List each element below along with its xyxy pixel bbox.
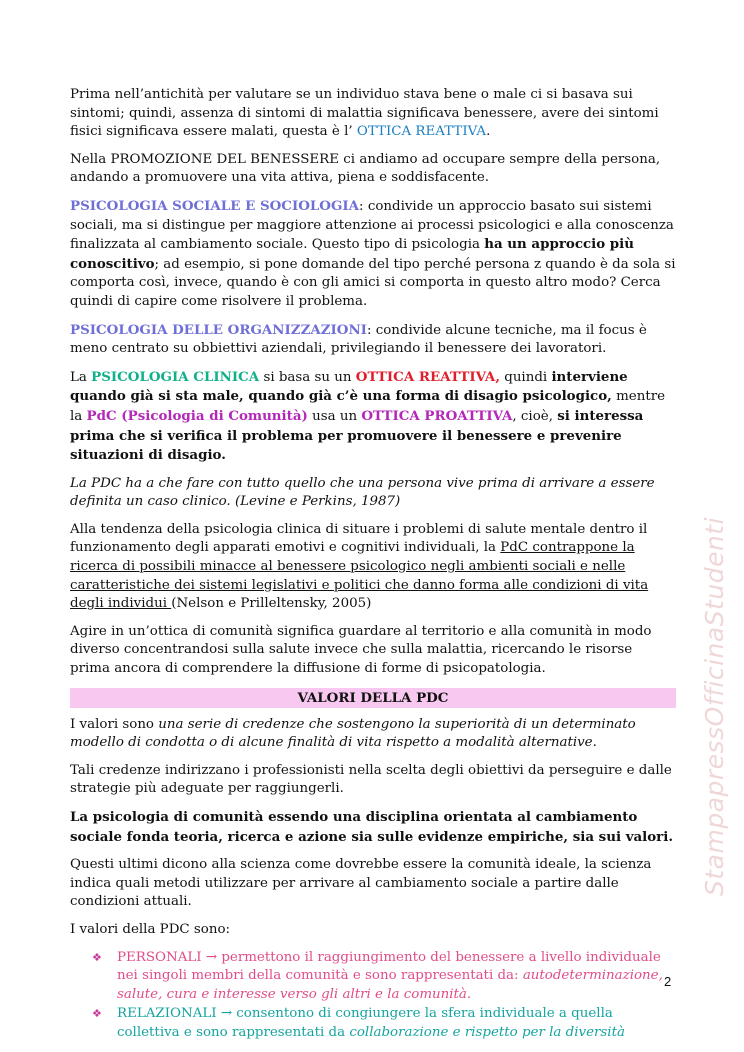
paragraph-valori-definizione — [70, 716, 676, 753]
paragraph-organizzazioni — [70, 321, 676, 359]
page-number: 2 — [664, 974, 672, 989]
bold-paragraph: La psicologia di comunità essendo una disciplina orientata al cambiamento sociale fonda teoria, ricerca e azione sia sulle evidenze empiriche, sia sui valori. — [70, 809, 673, 845]
paragraph-text: : condivide un approccio basato sui sistemi sociali, ma si distingue per maggiore attenzione ai processi psicologici e alla conoscenza finalizzata al cambiamento sociale. Questo tipo di psicologia — [70, 198, 674, 253]
text-run: si basa su un — [259, 369, 356, 385]
section-heading: VALORI DELLA PDC — [70, 688, 676, 708]
paragraph-psicologia-sociale — [70, 197, 676, 312]
paragraph-agire: Agire in un’ottica di comunità significa guardare al territorio e alla comunità in modo diverso concentrandosi sulla salute invece che sulla malattia, ricercando le risorse prima ancora di comprendere la diffusione di forme di psicopatologia. — [70, 623, 652, 677]
paragraph-antichita — [70, 86, 676, 142]
term-ottica-reattiva: OTTICA REATTIVA — [356, 124, 487, 140]
bold-phrase: ha un approccio più conoscitivo — [70, 236, 634, 272]
italic-quote: La PDC ha a che fare con tutto quello che una persona vive prima di arrivare a essere definita un caso clinico. (Levine e Perkins, 1987) — [70, 475, 655, 510]
term-psicologia-sociale: PSICOLOGIA SOCIALE E SOCIOLOGIA — [70, 197, 360, 214]
term-pdc: PdC (Psicologia di Comunità) — [86, 407, 308, 424]
text-run: quindi — [499, 369, 552, 385]
document-page — [70, 86, 676, 1044]
text-run: La — [70, 369, 92, 385]
term-ottica-proattiva: OTTICA PROATTIVA — [361, 407, 513, 424]
watermark: StampapressOfficinaStudenti — [700, 516, 729, 896]
term-psicologia-organizzazioni: PSICOLOGIA DELLE ORGANIZZAZIONI — [70, 321, 367, 338]
list-item-text: PERSONALI → permettono il raggiungimento del benessere a livello individuale nei singoli membri della comunità e sono rappresentati da: — [117, 949, 661, 984]
paragraph-scienza: Questi ultimi dicono alla scienza come dovrebbe essere la comunità ideale, la scienza indica quali metodi utilizzare per arrivare al cambiamento sociale a partire dalle condizioni attuali. — [70, 857, 652, 910]
text-run: usa un — [307, 408, 362, 424]
list-item-italic: autodeterminazione, salute, cura e interesse verso gli altri e la comunità. — [117, 968, 663, 1002]
list-item — [70, 1005, 676, 1042]
values-list — [70, 949, 676, 1043]
paragraph-clinica — [70, 368, 676, 466]
text-run: Alla tendenza della psicologia clinica di situare i problemi di salute mentale dentro il funzionamento degli apparati emotivi e cognitivi individuali, la — [70, 521, 648, 556]
bold-phrase: si interessa prima che si verifica il problema per promuovere il benessere e prevenire situazioni di disagio. — [70, 407, 644, 464]
paragraph-credenze: Tali credenze indirizzano i professionisti nella scelta degli obiettivi da perseguire e dalle strategie più adeguate per raggiungerli. — [70, 762, 672, 797]
list-item — [70, 949, 676, 1005]
text-run: (Nelson e Prilleltensky, 2005) — [171, 596, 372, 612]
paragraph-text: : condivide alcune tecniche, ma il focus è meno centrato su obbiettivi aziendali, privilegiando il benessere dei lavoratori. — [70, 322, 647, 357]
underlined-phrase: PdC contrappone la ricerca di possibili minacce al benessere psicologico negli ambienti sociali e nelle caratteristiche dei sistemi legislativi e politici che danno forma alle condizioni di vita degli individui — [70, 540, 649, 612]
paragraph-promozione: Nella PROMOZIONE DEL BENESSERE ci andiamo ad occupare sempre della persona, andando a promuovere una vita attiva, piena e soddisfacente. — [70, 151, 661, 186]
italic-definition: una serie di credenze che sostengono la superiorità di un determinato modello di condotta o di alcune finalità di vita rispetto a modalità alternative. — [70, 716, 636, 751]
paragraph-tendenza — [70, 521, 676, 614]
list-item-italic: collaborazione e rispetto per la diversità — [349, 1024, 625, 1040]
paragraph-end: . — [486, 124, 491, 140]
diamond-bullet-icon: ❖ — [92, 1007, 102, 1021]
text-run: I valori sono — [70, 716, 159, 732]
diamond-bullet-icon: ❖ — [92, 950, 102, 964]
list-item-text: RELAZIONALI → consentono di congiungere la sfera individuale a quella collettiva e sono rappresentati da — [117, 1006, 613, 1040]
paragraph-text: Prima nell’antichità per valutare se un individuo stava bene o male ci si basava sui sintomi; quindi, assenza di sintomi di malattia significava benessere, avere dei sintomi fisici significava essere malati, questa è l’ — [70, 87, 659, 140]
paragraph-text: ; ad esempio, si pone domande del tipo perché persona z quando è da sola si comporta così, invece, quando è con gli amici si comporta in questo altro modo? Cerca quindi di capire come risolvere il problema. — [70, 256, 676, 309]
paragraph-citation-levine — [70, 475, 676, 512]
text-run: , cioè, — [512, 408, 558, 424]
term-ottica-reattiva-red: OTTICA REATTIVA, — [355, 368, 500, 385]
paragraph-disciplina — [70, 808, 676, 847]
paragraph-valori-intro: I valori della PDC sono: — [70, 921, 231, 937]
text-run: mentre la — [70, 389, 666, 424]
bold-phrase: interviene quando già si sta male, quando già c’è una forma di disagio psicologico, — [70, 368, 628, 405]
term-psicologia-clinica: PSICOLOGIA CLINICA — [91, 368, 260, 385]
